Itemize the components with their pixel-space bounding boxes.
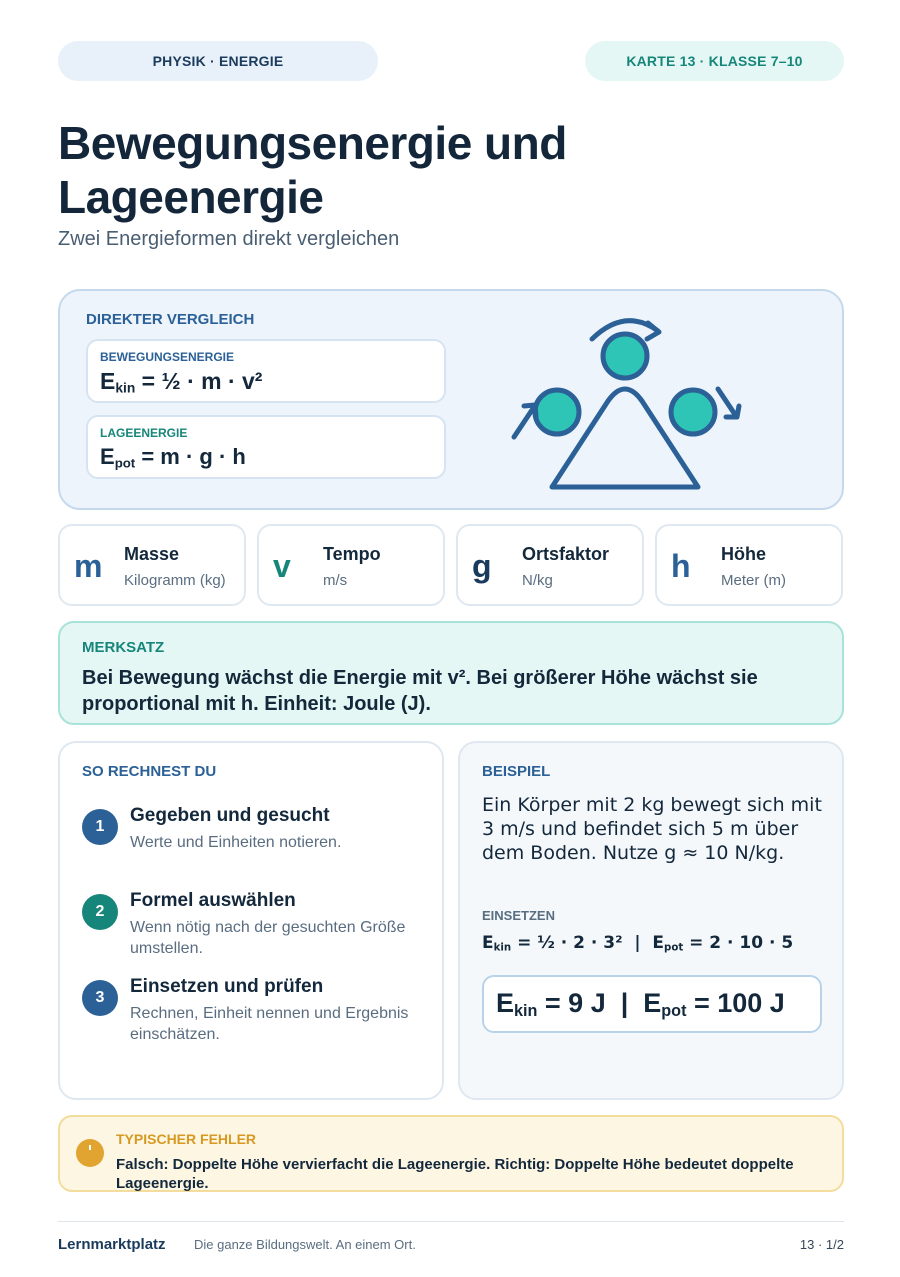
variable-name: Tempo — [323, 544, 381, 564]
step-description: Wenn nötig nach der gesuchten Größe umstellen. — [130, 919, 406, 957]
ball-right — [671, 390, 715, 434]
hill-balls-illustration — [500, 309, 750, 499]
page-subtitle: Zwei Energieformen direkt vergleichen — [58, 228, 400, 250]
kinetic-energy-formula: $E_{kin}$ = ½ · m · v² — [100, 368, 263, 396]
step-title: Gegeben und gesucht — [130, 805, 330, 826]
step-title: Einsetzen und prüfen — [130, 976, 324, 997]
example-card — [458, 741, 844, 1100]
typical-mistake-text: Falsch: Doppelte Höhe vervierfacht die Lageenergie. Richtig: Doppelte Höhe bedeutet doppelte Lageenergie. — [116, 1156, 794, 1192]
example-result-box — [482, 975, 822, 1033]
step-description: Werte und Einheiten notieren. — [130, 834, 342, 851]
typical-mistake-box — [58, 1115, 844, 1192]
step-number-badge: 1 — [82, 809, 118, 845]
variable-unit: Kilogramm (kg) — [124, 572, 226, 589]
arrow-top-head — [647, 323, 659, 339]
variable-card-height — [655, 524, 843, 606]
arrow-left-line — [514, 407, 534, 437]
comparison-panel — [58, 289, 844, 510]
variable-unit: Meter (m) — [721, 572, 786, 589]
page-title: Bewegungsenergie und Lageenergie — [58, 117, 567, 223]
variable-symbol: m — [74, 548, 103, 584]
step-title: Formel auswählen — [130, 890, 296, 911]
variable-symbol: h — [671, 548, 691, 584]
footer-page-number: 13 · 1/2 — [799, 1237, 844, 1252]
step-description: Rechnen, Einheit nennen und Ergebnis einschätzen. — [130, 1005, 409, 1043]
step-number-badge: 2 — [82, 894, 118, 930]
potential-energy-label: LAGEENERGIE — [100, 426, 188, 440]
variable-name: Masse — [124, 544, 180, 564]
variable-symbol: v — [273, 548, 291, 584]
ball-top — [603, 334, 647, 378]
steps-card — [58, 741, 444, 1100]
step-number-badge: 3 — [82, 980, 118, 1016]
footer-brand: Lernmarktplatz — [58, 1236, 166, 1253]
kinetic-energy-box — [86, 339, 446, 403]
variable-symbol: g — [472, 548, 492, 584]
subject-pill: PHYSIK · ENERGIE — [58, 41, 378, 81]
example-label: BEISPIEL — [482, 763, 551, 780]
steps-label: SO RECHNEST DU — [82, 763, 217, 780]
arrow-right-line — [718, 389, 736, 416]
example-calculation: $E_{kin}$ = ½ · 2 · 3² | $E_{pot} = 2 \cdot 10 \cdot 5$ — [482, 933, 794, 954]
merksatz-box — [58, 621, 844, 725]
kinetic-energy-label: BEWEGUNGSENERGIE — [100, 350, 235, 364]
comparison-label: DIREKTER VERGLEICH — [86, 311, 255, 328]
merksatz-label: MERKSATZ — [82, 639, 165, 656]
example-result: $E_{kin} = 9$ J | $E_{pot} = 100$ J — [496, 988, 785, 1021]
variable-unit: N/kg — [522, 572, 553, 589]
variable-card-mass — [58, 524, 246, 606]
footer-tagline: Die ganze Bildungswelt. An einem Ort. — [194, 1237, 416, 1252]
card-pill: KARTE 13 · KLASSE 7–10 — [585, 41, 844, 81]
potential-energy-box — [86, 415, 446, 479]
ball-left — [535, 390, 579, 434]
example-text: Ein Körper mit 2 kg bewegt sich mit 3 m/s und befindet sich 5 m über dem Boden. Nutze g ≈ 10 N/kg. — [482, 794, 822, 864]
warning-icon — [76, 1139, 104, 1167]
variable-name: Ortsfaktor — [522, 544, 610, 564]
variable-card-gravity — [456, 524, 644, 606]
footer-divider — [58, 1221, 844, 1222]
typical-mistake-label: TYPISCHER FEHLER — [116, 1131, 257, 1147]
variable-name: Höhe — [721, 544, 766, 564]
variable-unit: m/s — [323, 572, 348, 589]
merksatz-text: Bei Bewegung wächst die Energie mit v². Bei größerer Höhe wächst sie proportional mit h. Einheit: Joule (J). — [82, 667, 758, 715]
potential-energy-formula: $E_{pot} = m \cdot g \cdot h$ — [100, 444, 246, 471]
insert-label: EINSETZEN — [482, 908, 555, 923]
variable-card-speed — [257, 524, 445, 606]
